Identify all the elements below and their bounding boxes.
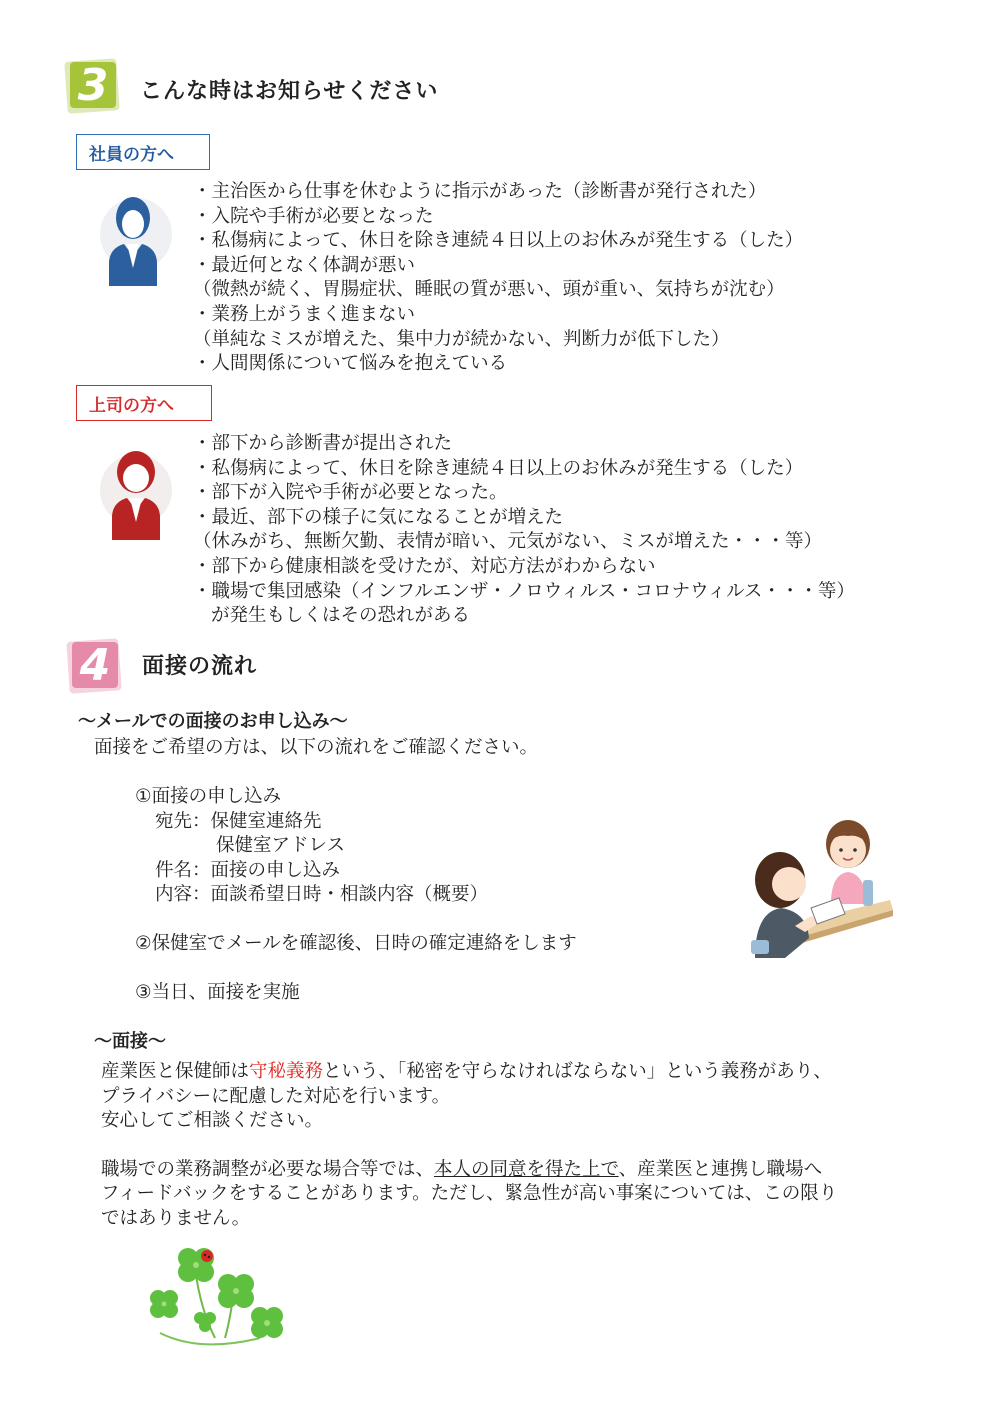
employee-list [193,180,803,377]
list-item: （微熱が続く、胃腸症状、睡眠の質が悪い、頭が重い、気持ちが沈む） [193,279,785,301]
interview-heading: ～面接～ [94,1031,166,1052]
step1: ①面接の申し込み [135,786,282,807]
employee-label: 社員の方へ [76,134,210,170]
list-item: ・私傷病によって、休日を除き連続４日以上のお休みが発生する（した） [193,230,804,252]
section4-badge [68,640,122,694]
section3-badge [66,60,120,114]
list-item: ・部下が入院や手術が必要となった。 [193,482,508,504]
employee-person-icon [96,178,176,298]
section3-number: 3 [70,62,116,108]
consultation-illustration [745,808,900,963]
interview-paragraph2-line2: フィードバックをすることがあります。ただし、緊急性が高い事案については、この限り [101,1183,838,1204]
list-item: ・人間関係について悩みを抱えている [193,353,508,375]
list-item: ・部下から健康相談を受けたが、対応方法がわからない [193,555,656,577]
paragraph1-text-b: という、「秘密を守らなければならない」という義務があり、 [323,1061,832,1082]
manager-person-icon [96,432,176,552]
paragraph2-text-b: 、産業医と連携し職場へ [618,1159,823,1180]
interview-paragraph2-line3: ではありません。 [101,1208,251,1229]
list-item: ・部下から診断書が提出された [193,433,453,454]
list-item: ・私傷病によって、休日を除き連続４日以上のお休みが発生する（した） [193,457,804,479]
to-line: 宛先：保健室連絡先 [155,811,322,832]
list-item: ・最近何となく体調が悪い [193,254,416,276]
interview-paragraph1-line3: 安心してご相談ください。 [101,1110,324,1131]
step2: ②保健室でメールを確認後、日時の確定連絡をします [135,933,577,954]
mail-heading: ～メールでの面接のお申し込み～ [78,711,348,732]
list-item: ・主治医から仕事を休むように指示があった（診断書が発行された） [193,181,767,202]
list-item: ・入院や手術が必要となった [193,205,434,227]
step3: ③当日、面接を実施 [135,982,300,1003]
paragraph1-text-a: 産業医と保健師は [101,1061,250,1082]
to-line-address: 保健室アドレス [216,835,345,856]
interview-paragraph2-line1 [101,1158,822,1183]
list-item: ・業務上がうまく進まない [193,303,416,325]
clover-illustration [140,1238,300,1353]
content-line: 内容：面談希望日時・相談内容（概要） [155,884,489,905]
mail-intro: 面接をご希望の方は、以下の流れをご確認ください。 [94,737,539,758]
manager-label: 上司の方へ [76,385,212,421]
manager-list [193,432,855,629]
list-item: ・職場で集団感染（インフルエンザ・ノロウィルス・コロナウィルス・・・等） [193,580,855,602]
confidentiality-term: 守秘義務 [249,1061,324,1082]
paragraph2-text-a: 職場での業務調整が必要な場合等では、 [101,1159,435,1180]
section3-title: こんな時はお知らせください [140,79,439,104]
list-item: （単純なミスが増えた、集中力が続かない、判断力が低下した） [193,328,730,350]
list-item: ・最近、部下の様子に気になることが増えた [193,506,564,528]
interview-paragraph1-line2: プライバシーに配慮した対応を行います。 [101,1086,451,1107]
section4-number: 4 [72,642,118,688]
consent-term: 本人の同意を得た上で [434,1159,619,1180]
subject-line: 件名：面接の申し込み [155,860,341,881]
list-item: が発生もしくはその恐れがある [211,605,471,627]
section4-title: 面接の流れ [142,654,258,679]
list-item: （休みがち、無断欠勤、表情が暗い、元気がない、ミスが増えた・・・等） [193,531,823,553]
interview-paragraph1-line1 [101,1060,832,1085]
